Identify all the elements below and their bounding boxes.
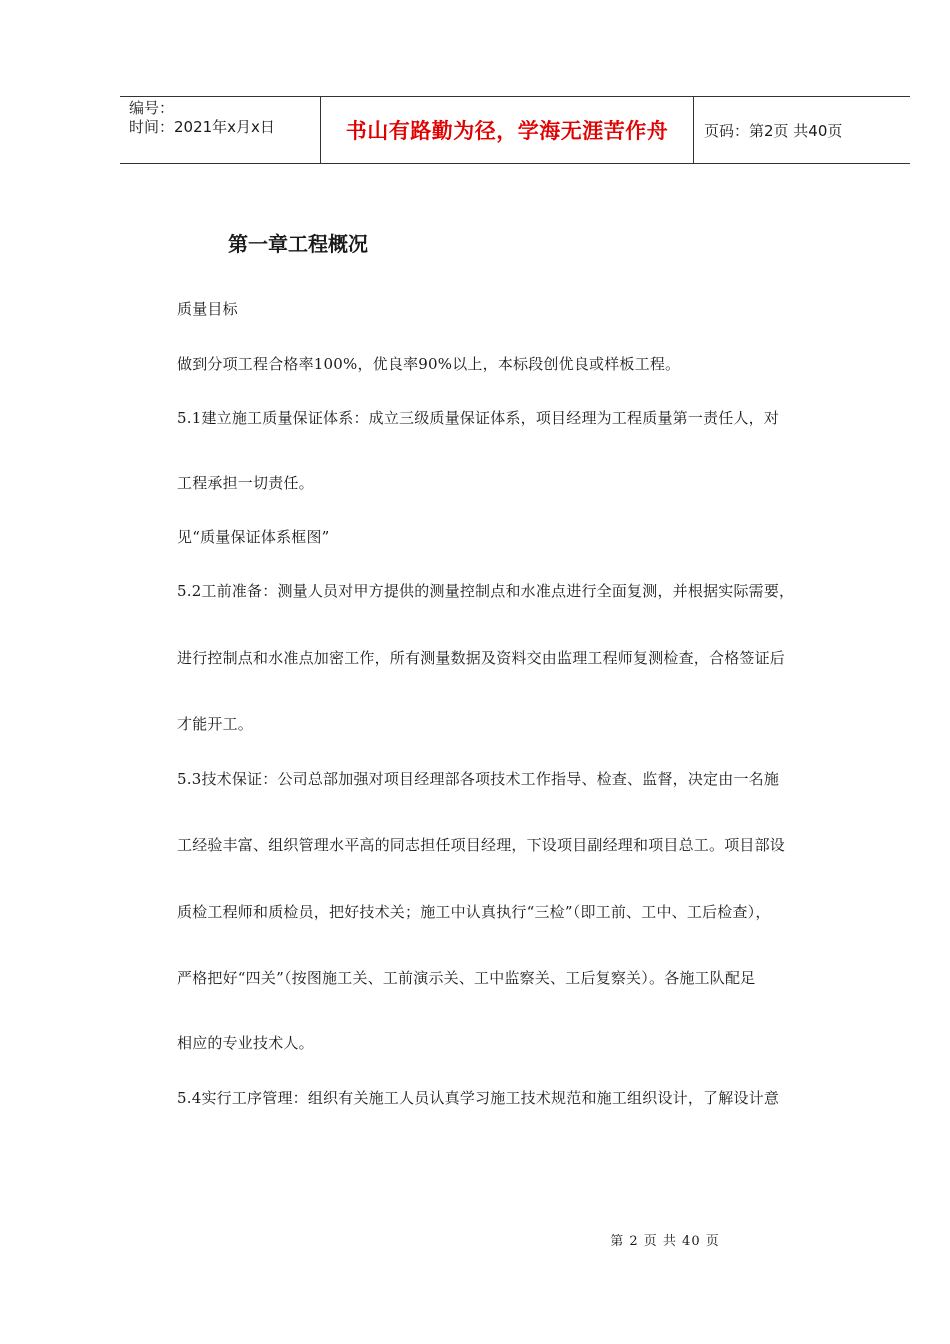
body-line: 质量目标 [177, 300, 238, 318]
body-line: 才能开工。 [177, 715, 254, 733]
body-line: 进行控制点和水准点加密工作，所有测量数据及资料交由监理工程师复测检查，合格签证后 [177, 649, 786, 667]
body-line: 5.2工前准备：测量人员对甲方提供的测量控制点和水准点进行全面复测，并根据实际需要， [177, 582, 795, 600]
number-label: 编号： [129, 99, 175, 117]
page-footer: 第 2 页 共 40 页 [610, 1234, 720, 1249]
header-meta [120, 97, 321, 163]
body-line: 工程承担一切责任。 [177, 474, 314, 492]
body-line: 质检工程师和质检员，把好技术关；施工中认真执行“三检”（即工前、工中、工后检查）， [177, 903, 771, 921]
body-line: 5.3技术保证：公司总部加强对项目经理部各项技术工作指导、检查、监督，决定由一名施 [177, 770, 780, 788]
body-line: 5.1建立施工质量保证体系：成立三级质量保证体系，项目经理为工程质量第一责任人，对 [177, 409, 780, 427]
body-line: 相应的专业技术人。 [177, 1034, 314, 1052]
header-page-label: 页码：第2页 共40页 [704, 121, 843, 140]
body-line: 工经验丰富、组织管理水平高的同志担任项目经理，下设项目副经理和项目总工。项目部设 [177, 836, 786, 854]
body-line: 严格把好“四关”（按图施工关、工前演示关、工中监察关、工后复察关）。各施工队配足 [177, 969, 756, 987]
header-motto: 书山有路勤为径，学海无涯苦作舟 [321, 97, 694, 163]
time-label: 时间：2021年x月x日 [129, 118, 275, 136]
body-line: 见“质量保证体系框图” [177, 528, 330, 546]
page-header [120, 96, 910, 164]
body-line: 5.4实行工序管理：组织有关施工人员认真学习施工技术规范和施工组织设计，了解设计意 [177, 1089, 780, 1107]
body-line: 做到分项工程合格率100%，优良率90%以上，本标段创优良或样板工程。 [177, 355, 681, 373]
chapter-title: 第一章工程概况 [228, 232, 368, 256]
